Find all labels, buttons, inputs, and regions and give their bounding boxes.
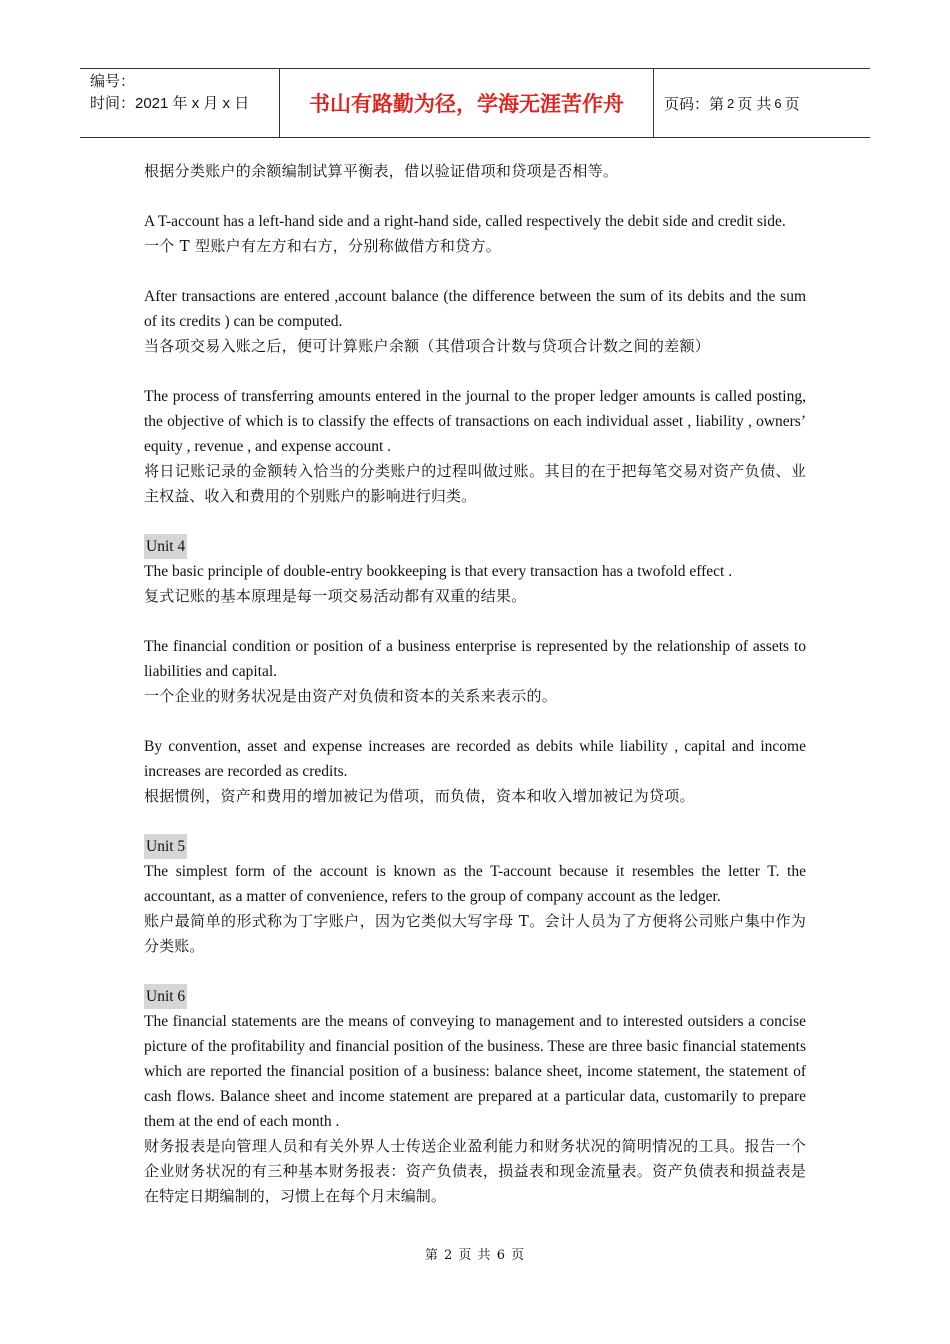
header-motto: 书山有路勤为径，学海无涯苦作舟: [280, 69, 654, 137]
document-body: [144, 159, 806, 1209]
paragraph-en: A T-account has a left-hand side and a right-hand side, called respectively the debit side and credit side.: [144, 213, 786, 230]
document-number-label: 编号：: [90, 73, 136, 90]
paragraph-en: The financial statements are the means of conveying to management and to interested outsiders a concise picture of the profitability and financial position of the business. These are three basic financial statements which are reported the financial position of a business: balance sheet, income statement, the statement of cash flows. Balance sheet and income statement are prepared at a particular data, customarily to prepare them at the end of each month .: [144, 1013, 806, 1130]
document-header: [80, 68, 870, 138]
unit-heading: Unit 5: [144, 834, 187, 859]
paragraph-zh: 根据惯例，资产和费用的增加被记为借项，而负债，资本和收入增加被记为贷项。: [144, 787, 695, 805]
paragraph-zh: 将日记账记录的金额转入恰当的分类账户的过程叫做过账。其目的在于把每笔交易对资产负债、业主权益、收入和费用的个别账户的影响进行归类。: [144, 462, 806, 505]
paragraph-zh: 一个企业的财务状况是由资产对负债和资本的关系来表示的。: [144, 687, 558, 705]
document-date-label: 时间：2021 年 x 月 x 日: [90, 95, 250, 112]
header-info-cell: [80, 69, 280, 137]
paragraph-en: The simplest form of the account is known as the T-account because it resembles the letter T. the accountant, as a matter of convenience, refers to the group of company account as the ledger.: [144, 863, 806, 905]
header-page-info: [654, 69, 870, 137]
page-label-prefix: 页码：第: [664, 95, 725, 113]
paragraph-en: The basic principle of double-entry bookkeeping is that every transaction has a twofold effect .: [144, 563, 733, 580]
paragraph-zh: 账户最简单的形式称为丁字账户，因为它类似大写字母 T。会计人员为了方便将公司账户集中作为分类账。: [144, 912, 806, 955]
paragraph-zh: 一个 T 型账户有左方和右方，分别称做借方和贷方。: [144, 237, 502, 255]
paragraph-en: After transactions are entered ,account balance (the difference between the sum of its debits and the sum of its credits ) can be computed.: [144, 288, 806, 330]
page-current: 2: [727, 95, 735, 111]
page-footer: 第 2 页 共 6 页: [424, 1248, 526, 1263]
page-label-suffix: 页: [784, 95, 800, 113]
paragraph-en: The process of transferring amounts entered in the journal to the proper ledger amounts is called posting, the objective of which is to classify the effects of transactions on each individual asset , liability , owners’ equity , revenue , and expense account .: [144, 388, 806, 455]
unit-heading: Unit 4: [144, 534, 187, 559]
page-label-mid: 页 共: [737, 95, 772, 113]
paragraph-en: The financial condition or position of a business enterprise is represented by the relationship of assets to liabilities and capital.: [144, 638, 806, 680]
page-total: 6: [774, 95, 782, 111]
paragraph-zh: 复式记账的基本原理是每一项交易活动都有双重的结果。: [144, 587, 527, 605]
paragraph-zh: 根据分类账户的余额编制试算平衡表，借以验证借项和贷项是否相等。: [144, 162, 619, 180]
paragraph-en: By convention, asset and expense increases are recorded as debits while liability , capital and income increases are recorded as credits.: [144, 738, 806, 780]
paragraph-zh: 当各项交易入账之后，便可计算账户余额（其借项合计数与贷项合计数之间的差额）: [144, 337, 711, 355]
paragraph-zh: 财务报表是向管理人员和有关外界人士传送企业盈利能力和财务状况的简明情况的工具。报告一个企业财务状况的有三种基本财务报表：资产负债表，损益表和现金流量表。资产负债表和损益表是在特定日期编制的，习惯上在每个月末编制。: [144, 1137, 806, 1205]
unit-heading: Unit 6: [144, 984, 187, 1009]
